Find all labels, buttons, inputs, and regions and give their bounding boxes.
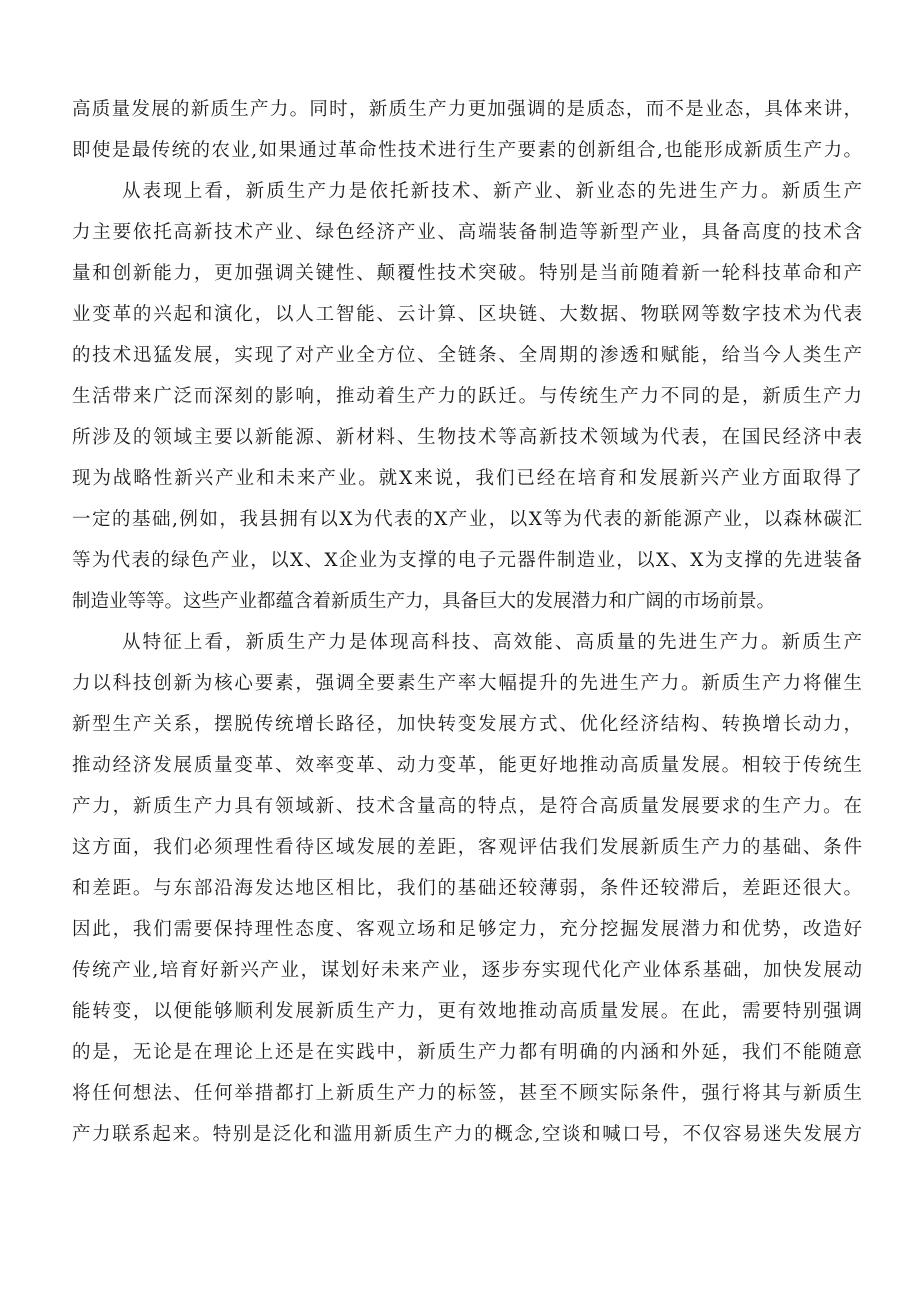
text-line: 一定的基础,例如，我县拥有以X为代表的X产业，以X等为代表的新能源产业，以森林碳汇 — [72, 509, 862, 530]
text-line: 和差距。与东部沿海发达地区相比，我们的基础还较薄弱，条件还较滞后，差距还很大。 — [72, 878, 862, 899]
text-line: 量和创新能力，更加强调关键性、颠覆性技术突破。特别是当前随着新一轮科技革命和产 — [72, 263, 862, 284]
paragraph-first-line: 从表现上看，新质生产力是依托新技术、新产业、新业态的先进生产力。新质生产 — [122, 181, 862, 202]
text-line: 业变革的兴起和演化，以人工智能、云计算、区块链、大数据、物联网等数字技术为代表 — [72, 304, 862, 325]
text-line: 即使是最传统的农业,如果通过革命性技术进行生产要素的创新组合,也能形成新质生产力。 — [72, 140, 862, 161]
paragraph-first-line: 从特征上看，新质生产力是体现高科技、高效能、高质量的先进生产力。新质生产 — [122, 632, 862, 653]
text-line: 推动经济发展质量变革、效率变革、动力变革，能更好地推动高质量发展。相较于传统生 — [72, 755, 862, 776]
text-line: 产力，新质生产力具有领域新、技术含量高的特点，是符合高质量发展要求的生产力。在 — [72, 796, 862, 817]
text-line: 的是，无论是在理论上还是在实践中，新质生产力都有明确的内涵和外延，我们不能随意 — [72, 1042, 862, 1063]
text-line: 能转变，以便能够顺利发展新质生产力，更有效地推动高质量发展。在此，需要特别强调 — [72, 1001, 862, 1022]
text-line: 的技术迅猛发展，实现了对产业全方位、全链条、全周期的渗透和赋能，给当今人类生产 — [72, 345, 862, 366]
text-line: 将任何想法、任何举措都打上新质生产力的标签，甚至不顾实际条件，强行将其与新质生 — [72, 1083, 862, 1104]
text-line: 力主要依托高新技术产业、绿色经济产业、高端装备制造等新型产业，具备高度的技术含 — [72, 222, 862, 243]
text-line: 因此，我们需要保持理性态度、客观立场和足够定力，充分挖掘发展潜力和优势，改造好 — [72, 919, 862, 940]
text-line: 所涉及的领域主要以新能源、新材料、生物技术等高新技术领域为代表，在国民经济中表 — [72, 427, 862, 448]
text-line: 等为代表的绿色产业，以X、X企业为支撑的电子元器件制造业，以X、X为支撑的先进装备 — [72, 550, 862, 571]
text-line: 高质量发展的新质生产力。同时，新质生产力更加强调的是质态，而不是业态，具体来讲， — [72, 99, 862, 120]
text-line: 生活带来广泛而深刻的影响，推动着生产力的跃迁。与传统生产力不同的是，新质生产力 — [72, 386, 862, 407]
text-line: 现为战略性新兴产业和未来产业。就X来说，我们已经在培育和发展新兴产业方面取得了 — [72, 468, 862, 489]
text-line: 力以科技创新为核心要素，强调全要素生产率大幅提升的先进生产力。新质生产力将催生 — [72, 673, 862, 694]
paragraph-last-line: 制造业等等。这些产业都蕴含着新质生产力，具备巨大的发展潜力和广阔的市场前景。 — [72, 591, 776, 612]
text-line: 这方面，我们必须理性看待区域发展的差距，客观评估我们发展新质生产力的基础、条件 — [72, 837, 862, 858]
text-line: 产力联系起来。特别是泛化和滥用新质生产力的概念,空谈和喊口号，不仅容易迷失发展方 — [72, 1124, 862, 1145]
text-line: 新型生产关系，摆脱传统增长路径，加快转变发展方式、优化经济结构、转换增长动力， — [72, 714, 862, 735]
text-line: 传统产业,培育好新兴产业，谋划好未来产业，逐步夯实现代化产业体系基础，加快发展动 — [72, 960, 862, 981]
